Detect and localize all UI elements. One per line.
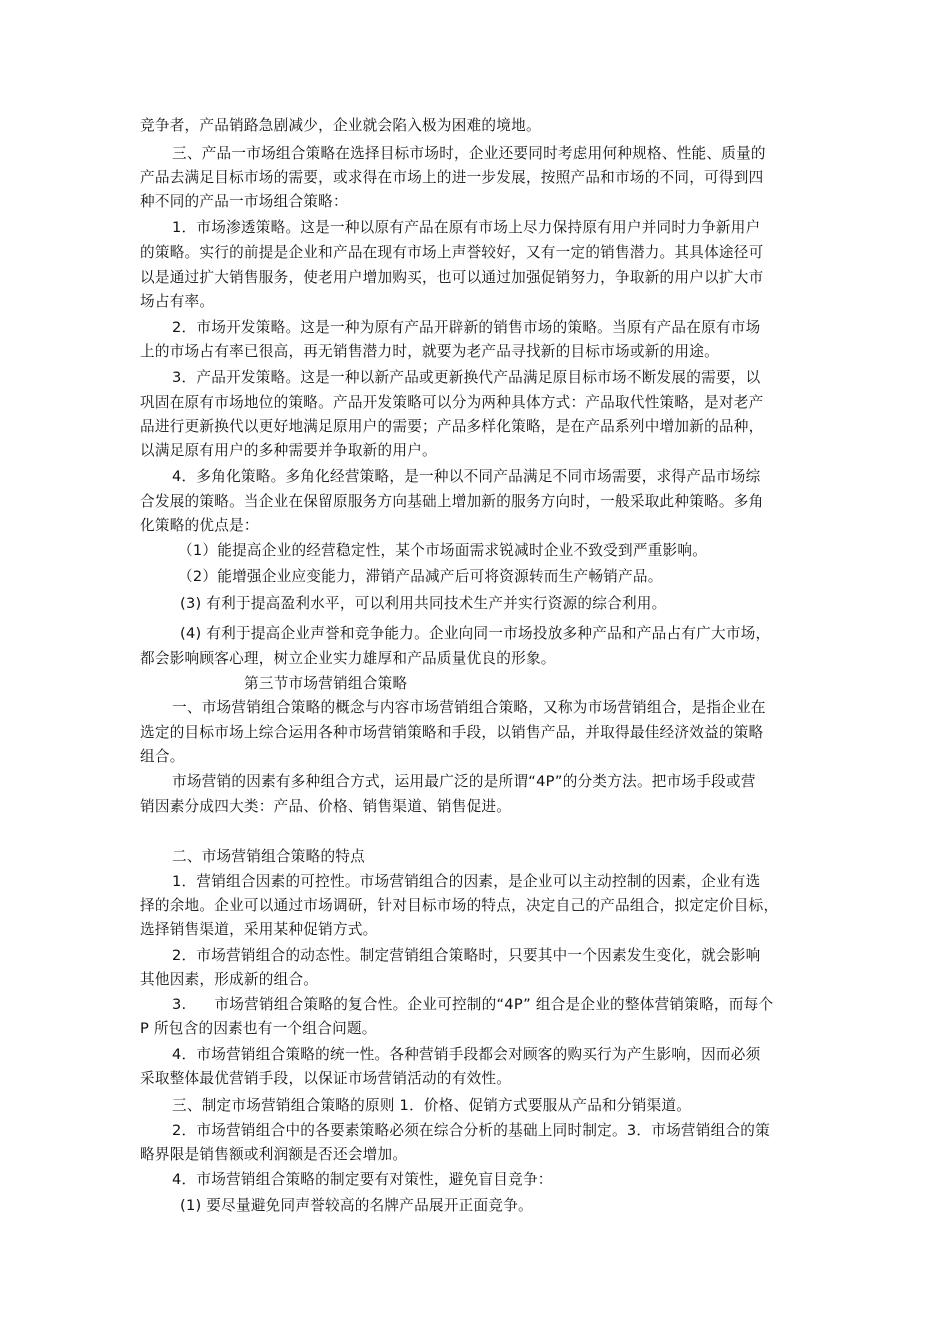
- text-line: 三、制定市场营销组合策略的原则 1．价格、促销方式要服从产品和分销渠道。: [172, 1097, 692, 1114]
- text-line: 都会影响顾客心理，树立企业实力雄厚和产品质量优良的形象。: [140, 650, 556, 667]
- text-line: 2．市场营销组合的动态性。制定营销组合策略时，只要其中一个因素发生变化，就会影响: [172, 947, 761, 964]
- text-line: 场占有率。: [140, 293, 215, 310]
- text-line: 化策略的优点是：: [140, 517, 259, 534]
- item-number: 3.: [172, 996, 187, 1013]
- text-line: 1．市场渗透策略。这是一种以原有产品在原有市场上尽力保持原有用户并同时力争新用户: [172, 219, 761, 236]
- text-line: 以满足原有用户的多种需要并争取新的用户。: [140, 442, 437, 459]
- text-line: 以是通过扩大销售服务，使老用户增加购买，也可以通过加强促销努力，争取新的用户以扩大市: [140, 269, 764, 286]
- text-line: 4．多角化策略。多角化经营策略，是一种以不同产品满足不同市场需要，求得产品市场综: [172, 468, 761, 485]
- text-line: 其他因素，形成新的组合。: [140, 971, 319, 988]
- text-line: 合发展的策略。当企业在保留原服务方向基础上增加新的服务方向时，一般采取此种策略。多角: [140, 493, 764, 510]
- text-line: 一、市场营销组合策略的概念与内容市场营销组合策略，又称为市场营销组合，是指企业在: [172, 699, 766, 716]
- text-line: 种不同的产品一市场组合策略：: [140, 193, 348, 210]
- text-line: 1．营销组合因素的可控性。市场营销组合的因素，是企业可以主动控制的因素，企业有选: [172, 873, 761, 890]
- text-line: 巩固在原有市场地位的策略。产品开发策略可以分为两种具体方式：产品取代性策略，是对老产: [140, 394, 764, 411]
- text-line: 略界限是销售额或利润额是否还会增加。: [140, 1146, 408, 1163]
- text-line: 上的市场占有率已很高，再无销售潜力时，就要为老产品寻找新的目标市场或新的用途。: [140, 343, 719, 360]
- text-line: 销因素分成四大类：产品、价格、销售渠道、销售促进。: [140, 798, 512, 815]
- text-line: 品进行更新换代以更好地满足原用户的需要；产品多样化策略，是在产品系列中增加新的品种，: [140, 418, 764, 435]
- text-line: 三、产品一市场组合策略在选择目标市场时，企业还要同时考虑用何种规格、性能、质量的: [172, 145, 766, 162]
- text-line: 的策略。实行的前提是企业和产品在现有市场上声誉较好，又有一定的销售潜力。其具体途径可: [140, 244, 764, 261]
- text-line: 4．市场营销组合策略的制定要有对策性，避免盲目竞争：: [172, 1171, 553, 1188]
- text-line: 市场营销的因素有多种组合方式，运用最广泛的是所谓“4P”的分类方法。把市场手段或营: [172, 773, 756, 790]
- text-line: 组合。: [140, 748, 185, 765]
- list-item: （1）能提高企业的经营稳定性，某个市场面需求锐减时企业不致受到严重影响。: [178, 542, 708, 559]
- subsection-heading: 二、市场营销组合策略的特点: [172, 848, 365, 865]
- item-text: 市场营销组合策略的复合性。企业可控制的“4P” 组合是企业的整体营销策略，而每个: [214, 996, 774, 1013]
- list-item: （2）能增强企业应变能力，滞销产品减产后可将资源转而生产畅销产品。: [178, 568, 663, 585]
- text-line: 产品去满足目标市场的需要，或求得在市场上的进一步发展，按照产品和市场的不同，可得到四: [140, 169, 764, 186]
- list-item: (4) 有利于提高企业声誉和竞争能力。企业向同一市场投放多种产品和产品占有广大市场，: [180, 625, 771, 642]
- section-heading: 第三节市场营销组合策略: [244, 675, 408, 692]
- list-item: (3) 有利于提高盈利水平，可以利用共同技术生产并实行资源的综合利用。: [180, 595, 667, 612]
- text-line: P 所包含的因素也有一个组合问题。: [140, 1020, 377, 1037]
- text-line: 选择销售渠道，采用某种促销方式。: [140, 921, 378, 938]
- text-line: 2．市场营销组合中的各要素策略必须在综合分析的基础上同时制定。3．市场营销组合的策: [172, 1122, 770, 1139]
- text-line: 选定的目标市场上综合运用各种市场营销策略和手段，以销售产品，并取得最佳经济效益的策略: [140, 724, 764, 741]
- text-line: 3．产品开发策略。这是一种以新产品或更新换代产品满足原目标市场不断发展的需要，以: [172, 369, 761, 386]
- text-line: 择的余地。企业可以通过市场调研，针对目标市场的特点，决定自己的产品组合，拟定定价目标，: [140, 897, 779, 914]
- text-line: 竞争者，产品销路急剧减少，企业就会陷入极为困难的境地。: [140, 117, 541, 134]
- text-line: [172, 995, 773, 1015]
- list-item: (1) 要尽量避免同声誉较高的名牌产品展开正面竞争。: [180, 1197, 533, 1214]
- text-line: 2．市场开发策略。这是一种为原有产品开辟新的销售市场的策略。当原有产品在原有市场: [172, 319, 761, 336]
- text-line: 采取整体最优营销手段，以保证市场营销活动的有效性。: [140, 1070, 512, 1087]
- text-line: 4．市场营销组合策略的统一性。各种营销手段都会对顾客的购买行为产生影响，因而必须: [172, 1046, 761, 1063]
